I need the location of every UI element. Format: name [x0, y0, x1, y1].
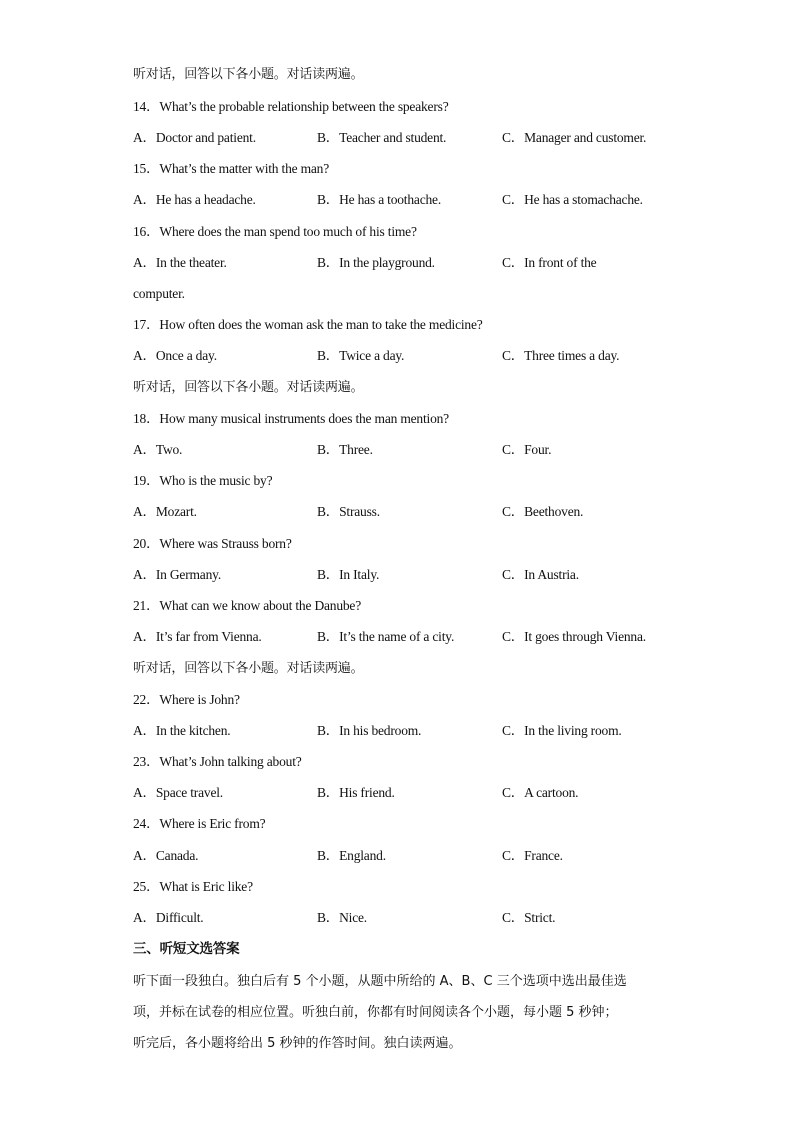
question-stem: 15．What’s the matter with the man? — [133, 161, 330, 176]
option-b[interactable]: B．He has a toothache. — [317, 192, 442, 207]
section-paragraph-line: 听完后，各小题将给出 5 秒钟的作答时间。独白读两遍。 — [133, 1036, 462, 1051]
option-c[interactable]: C．A cartoon. — [502, 785, 579, 800]
question-stem: 21．What can we know about the Danube? — [133, 598, 362, 613]
section-paragraph-line: 听下面一段独白。独白后有 5 个小题，从题中所给的 A、B、C 三个选项中选出最佳选 — [133, 974, 627, 989]
option-b[interactable]: B．Nice. — [317, 910, 367, 925]
option-c[interactable]: C．France. — [502, 848, 563, 863]
option-c[interactable]: C．In front of the — [502, 255, 597, 270]
question-stem: 19．Who is the music by? — [133, 473, 273, 488]
options-row — [133, 621, 673, 652]
option-b[interactable]: B．Strauss. — [317, 504, 380, 519]
option-c[interactable]: C．In Austria. — [502, 567, 579, 582]
question-stem: 20．Where was Strauss born? — [133, 536, 292, 551]
options-row — [133, 559, 673, 590]
option-b[interactable]: B．Teacher and student. — [317, 130, 447, 145]
question-stem: 17．How often does the woman ask the man to take the medicine? — [133, 317, 483, 332]
option-a[interactable]: A．In Germany. — [133, 567, 221, 582]
option-c[interactable]: C．Three times a day. — [502, 348, 620, 363]
option-c[interactable]: C．Strict. — [502, 910, 556, 925]
option-a[interactable]: A．He has a headache. — [133, 192, 256, 207]
group-instruction: 听对话，回答以下各小题。对话读两遍。 — [133, 67, 364, 82]
group-instruction: 听对话，回答以下各小题。对话读两遍。 — [133, 661, 364, 676]
question-stem: 14．What’s the probable relationship between the speakers? — [133, 99, 449, 114]
option-b[interactable]: B．Three. — [317, 442, 373, 457]
section-paragraph-line: 项，并标在试卷的相应位置。听独白前，你都有时间阅读各个小题，每小题 5 秒钟； — [133, 1005, 618, 1020]
option-b[interactable]: B．In the playground. — [317, 255, 435, 270]
option-b[interactable]: B．His friend. — [317, 785, 395, 800]
option-a[interactable]: A．In the theater. — [133, 255, 227, 270]
option-c[interactable]: C．Four. — [502, 442, 552, 457]
options-row — [133, 340, 673, 371]
option-a[interactable]: A．In the kitchen. — [133, 723, 231, 738]
options-row — [133, 247, 673, 278]
option-a[interactable]: A．Difficult. — [133, 910, 204, 925]
option-b[interactable]: B．In Italy. — [317, 567, 380, 582]
options-row — [133, 496, 673, 527]
option-b[interactable]: B．It’s the name of a city. — [317, 629, 455, 644]
option-a[interactable]: A．Once a day. — [133, 348, 217, 363]
question-stem: 18．How many musical instruments does the man mention? — [133, 411, 449, 426]
option-a[interactable]: A．Canada. — [133, 848, 199, 863]
options-row — [133, 840, 673, 871]
options-row — [133, 184, 673, 215]
option-b[interactable]: B．In his bedroom. — [317, 723, 422, 738]
question-stem: 23．What’s John talking about? — [133, 754, 302, 769]
option-b[interactable]: B．Twice a day. — [317, 348, 405, 363]
question-stem: 16．Where does the man spend too much of his time? — [133, 224, 417, 239]
option-a[interactable]: A．Doctor and patient. — [133, 130, 256, 145]
options-row — [133, 777, 673, 808]
question-stem: 22．Where is John? — [133, 692, 240, 707]
question-stem: 24．Where is Eric from? — [133, 816, 266, 831]
section-title: 三、听短文选答案 — [133, 941, 240, 957]
option-c[interactable]: C．In the living room. — [502, 723, 622, 738]
options-row — [133, 715, 673, 746]
options-row — [133, 122, 673, 153]
option-c[interactable]: C．Beethoven. — [502, 504, 584, 519]
option-a[interactable]: A．Mozart. — [133, 504, 197, 519]
option-a[interactable]: A．Space travel. — [133, 785, 223, 800]
option-a[interactable]: A．It’s far from Vienna. — [133, 629, 262, 644]
options-row — [133, 902, 673, 933]
option-c[interactable]: C．Manager and customer. — [502, 130, 647, 145]
option-b[interactable]: B．England. — [317, 848, 386, 863]
option-c[interactable]: C．It goes through Vienna. — [502, 629, 646, 644]
option-c[interactable]: C．He has a stomachache. — [502, 192, 643, 207]
question-stem: 25．What is Eric like? — [133, 879, 253, 894]
option-a[interactable]: A．Two. — [133, 442, 183, 457]
group-instruction: 听对话，回答以下各小题。对话读两遍。 — [133, 380, 364, 395]
options-row — [133, 434, 673, 465]
option-c-wrap: computer. — [133, 286, 185, 301]
